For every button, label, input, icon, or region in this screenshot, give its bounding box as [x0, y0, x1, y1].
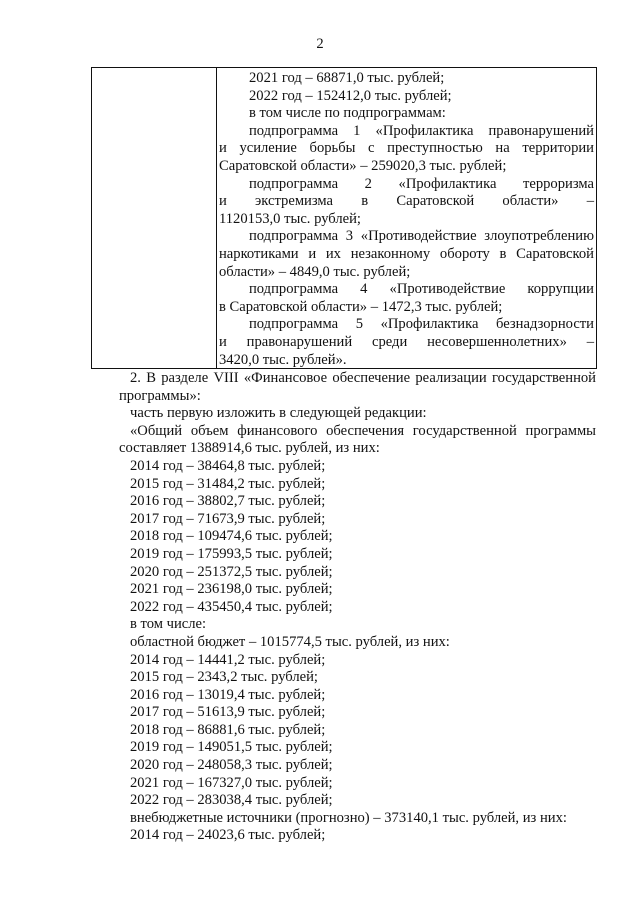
body-text-line: 2018 год – 86881,6 тыс. рублей; — [130, 721, 326, 738]
body-text-line: 2022 год – 435450,4 тыс. рублей; — [130, 598, 333, 615]
table-cell-line: и усиление борьбы с преступностью на территории — [219, 140, 594, 157]
table-cell-line: 3420,0 тыс. рублей». — [219, 351, 347, 368]
table-cell-line: подпрограмма 2 «Профилактика терроризма — [249, 175, 594, 192]
body-text-line: 2014 год – 14441,2 тыс. рублей; — [130, 651, 326, 668]
table-column-divider — [216, 68, 217, 368]
body-text-line: 2021 год – 236198,0 тыс. рублей; — [130, 581, 333, 598]
body-text-line: 2017 год – 71673,9 тыс. рублей; — [130, 510, 326, 527]
table-right-cell — [219, 70, 594, 369]
table-cell-line: наркотиками и их незаконному обороту в Саратовской — [219, 245, 594, 262]
table-cell-line: в том числе по подпрограммам: — [249, 105, 446, 122]
body-text-line: 2022 год – 283038,4 тыс. рублей; — [130, 792, 333, 809]
body-text-line: областной бюджет – 1015774,5 тыс. рублей, из них: — [130, 633, 450, 650]
body-text-line: 2015 год – 2343,2 тыс. рублей; — [130, 669, 318, 686]
body-text-line: 2019 год – 149051,5 тыс. рублей; — [130, 739, 333, 756]
table-cell-line: подпрограмма 4 «Противодействие коррупции — [249, 281, 594, 298]
body-text-line: 2015 год – 31484,2 тыс. рублей; — [130, 475, 326, 492]
funding-table — [91, 67, 597, 369]
table-cell-line: 1120153,0 тыс. рублей; — [219, 210, 361, 227]
body-text-line: 2018 год – 109474,6 тыс. рублей; — [130, 528, 333, 545]
table-cell-line: 2022 год – 152412,0 тыс. рублей; — [249, 87, 452, 104]
table-cell-line: 2021 год – 68871,0 тыс. рублей; — [249, 70, 445, 86]
body-text-line: 2020 год – 248058,3 тыс. рублей; — [130, 757, 333, 774]
body-text-line: 2017 год – 51613,9 тыс. рублей; — [130, 704, 326, 721]
table-cell-line: Саратовской области» – 259020,3 тыс. рублей; — [219, 157, 507, 174]
body-text-line: 2. В разделе VIII «Финансовое обеспечение реализации государственной — [130, 370, 596, 386]
body-text-line: часть первую изложить в следующей редакции: — [130, 405, 427, 422]
body-text-line: 2019 год – 175993,5 тыс. рублей; — [130, 545, 333, 562]
page-number: 2 — [316, 36, 324, 52]
body-text-line: 2014 год – 38464,8 тыс. рублей; — [130, 457, 326, 474]
body-text-line: составляет 1388914,6 тыс. рублей, из них: — [119, 440, 380, 457]
body-text-line: «Общий объем финансового обеспечения государственной программы — [130, 422, 596, 439]
table-cell-line: подпрограмма 3 «Противодействие злоупотреблению — [249, 228, 594, 245]
table-cell-line: подпрограмма 5 «Профилактика безнадзорности — [249, 316, 594, 333]
body-text-line: 2020 год – 251372,5 тыс. рублей; — [130, 563, 333, 580]
body-text-line: внебюджетные источники (прогнозно) – 373140,1 тыс. рублей, из них: — [130, 809, 567, 826]
table-cell-line: в Саратовской области» – 1472,3 тыс. рублей; — [219, 298, 503, 315]
body-text-line: 2016 год – 13019,4 тыс. рублей; — [130, 686, 326, 703]
body-text-line: в том числе: — [130, 616, 207, 633]
table-cell-line: области» – 4849,0 тыс. рублей; — [219, 263, 411, 280]
body-text-line: 2021 год – 167327,0 тыс. рублей; — [130, 774, 333, 791]
table-cell-line: подпрограмма 1 «Профилактика правонарушений — [249, 122, 594, 139]
body-text-line: программы»: — [119, 387, 201, 404]
table-cell-line: и экстремизма в Саратовской области» – — [219, 193, 594, 210]
table-cell-line: и правонарушений среди несовершеннолетних» – — [219, 333, 594, 350]
body-text-line: 2016 год – 38802,7 тыс. рублей; — [130, 493, 326, 510]
body-text-line: 2014 год – 24023,6 тыс. рублей; — [130, 827, 326, 844]
document-body — [119, 370, 596, 845]
